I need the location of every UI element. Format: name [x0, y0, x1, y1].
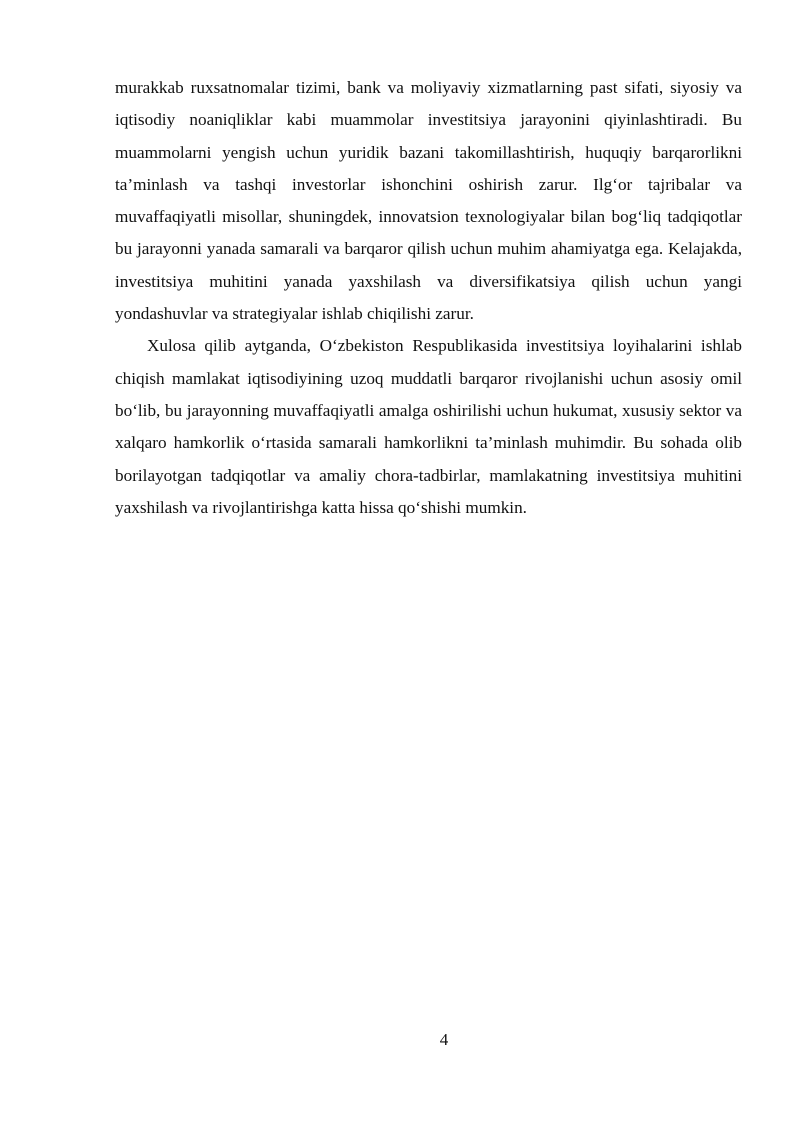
page-number: 4: [439, 1030, 449, 1049]
body-text: [115, 72, 742, 524]
paragraph-continuation: murakkab ruxsatnomalar tizimi, bank va moliyaviy xizmatlarning past sifati, siyosiy va iqtisodiy noaniqliklar kabi muammolar investitsiya jarayonini qiyinlashtiradi. Bu muammolarni yengish uchun yuridik bazani takomillashtirish, huquqiy barqarorlikni ta’minlash va tashqi investorlar ishonchini oshirish zarur. Ilg‘or tajribalar va muvaffaqiyatli misollar, shuningdek, innovatsion texnologiyalar bilan bog‘liq tadqiqotlar bu jarayonni yanada samarali va barqaror qilish uchun muhim ahamiyatga ega. Kelajakda, investitsiya muhitini yanada yaxshilash va diversifikatsiya qilish uchun yangi yondashuvlar va strategiyalar ishlab chiqilishi zarur.: [115, 78, 742, 324]
paragraph-conclusion: Xulosa qilib aytganda, O‘zbekiston Respublikasida investitsiya loyihalarini ishlab chiqish mamlakat iqtisodiyining uzoq muddatli barqaror rivojlanishi uchun asosiy omil bo‘lib, bu jarayonning muvaffaqiyatli amalga oshirilishi uchun hukumat, xususiy sektor va xalqaro hamkorlik o‘rtasida samarali hamkorlikni ta’minlash muhimdir. Bu sohada olib borilayotgan tadqiqotlar va amaliy chora-tadbirlar, mamlakatning investitsiya muhitini yaxshilash va rivojlantirishga katta hissa qo‘shishi mumkin.: [115, 336, 742, 517]
